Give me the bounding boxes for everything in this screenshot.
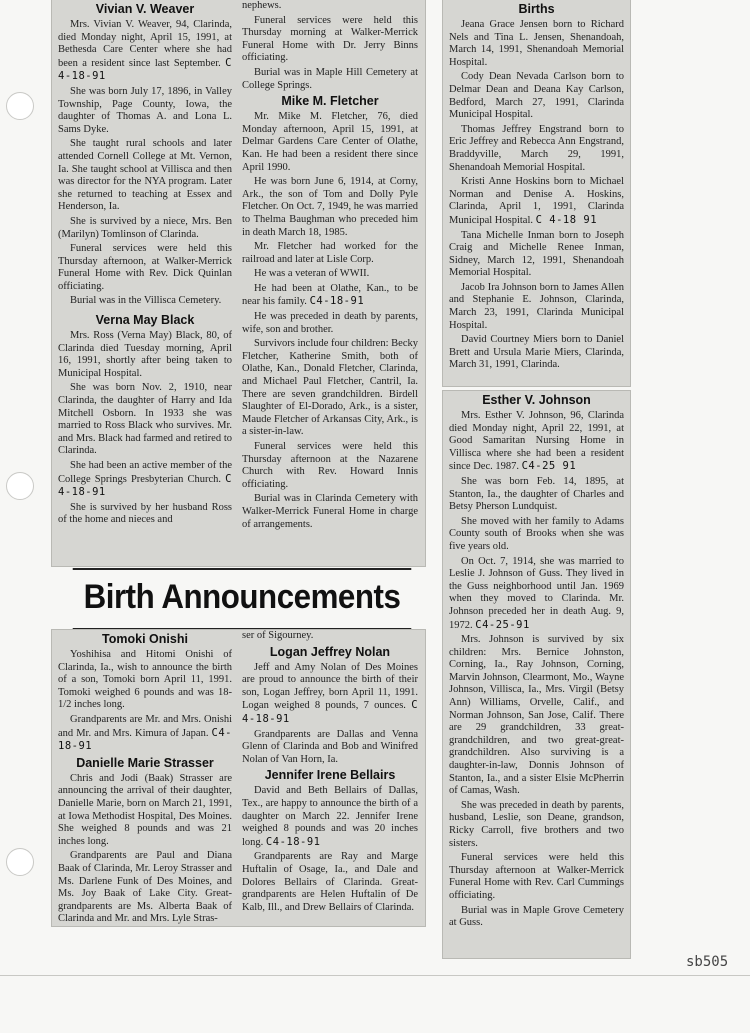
handwritten-date: C4-18-91 bbox=[265, 835, 321, 848]
handwritten-date: C 4-18-91 bbox=[58, 56, 232, 83]
page-reference: sb505 bbox=[686, 954, 729, 970]
announcement-paragraph: Yoshihisa and Hitomi Onishi of Clarinda, Ia., wish to announce the birth of a son, Tomoki born April 11, 1991. Tomoki weighed 6 pounds and was 18-1/2 inches long. bbox=[58, 649, 232, 711]
obituary-paragraph: nephews. bbox=[242, 0, 282, 11]
obituary-paragraph: Burial was in the Villisca Cemetery. bbox=[70, 295, 222, 307]
obituary-paragraph: She is survived by a niece, Mrs. Ben (Marilyn) Tomlinson of Clarinda. bbox=[58, 215, 232, 240]
announcements-column-left bbox=[58, 630, 232, 926]
birth-announcements-banner: Birth Announcements bbox=[73, 568, 412, 630]
obituary-paragraph: On Oct. 7, 1914, she was married to Leslie J. Johnson of Guss. They lived in the Guss neighborhood until Jan. 1969 when they moved to Clarinda. Mr. Johnson preceded her in death Aug. 9, 1972. C4-25-91 bbox=[449, 555, 624, 631]
announcement-title: Logan Jeffrey Nolan bbox=[269, 644, 391, 659]
obituary-paragraph: She was born Nov. 2, 1910, near Clarinda, the daughter of Harry and Ida Mitchell Osborn. In 1933 she was married to Ross Black who survives. Mr. and Mrs. Black had farmed and retired to Clarinda. bbox=[58, 382, 232, 457]
announcements-column-right bbox=[242, 630, 418, 916]
obituary-paragraph: Burial was in Maple Grove Cemetery at Guss. bbox=[449, 904, 624, 929]
handwritten-date: C4-18-91 bbox=[58, 726, 232, 753]
obituary-column-right bbox=[242, 0, 418, 533]
announcement-paragraph: Grandparents are Ray and Marge Huftalin of Osage, Ia., and Dale and Dolores Bellairs of Clarinda. Great-grandparents are Helen Huftalin of De Kalb, Ill., and Drew Bellairs of Clarinda. bbox=[242, 851, 418, 913]
obituary-clipping bbox=[52, 0, 425, 566]
birth-entry: Tana Michelle Inman born to Joseph Craig and Michelle Renee Inman, Sidney, March 12, 1991, Shenandoah Memorial Hospital. bbox=[449, 229, 624, 279]
obituary-paragraph: Mrs. Johnson is survived by six children: Mrs. Bernice Johnston, Corning, Ia., Ray Johnson, Corning, Marvin Johnson, Clearmont, Mo., Wayne Johnson, Villisca, Ia., Mrs. Virgil (Betsy Ann) Williams, Orvelle, Calif., and Norman Johnson, San Jose, Calif. There are 29 grandchildren, 33 great-grandchildren, and two great-great-grandchildren. Also surviving is a daughter-in-law, Donnis Johnson of Stanton, Ia., and a sister Elsie McPherrin of Camas, Wash. bbox=[449, 634, 624, 797]
birth-entry: Jacob Ira Johnson born to James Allen and Stephanie E. Johnson, Clarinda, March 23, 1991, Clarinda Municipal Hospital. bbox=[449, 281, 624, 331]
obituary-paragraph: Funeral services were held this Thursday afternoon, at Walker-Merrick Funeral Home with Rev. Dick Quinlan officiating. bbox=[58, 243, 232, 292]
obituary-paragraph: Mrs. Esther V. Johnson, 96, Clarinda died Monday night, April 22, 1991, at Good Samaritan Nursing Home in Villisca where she had been a resident since Dec. 1987. C4-25 91 bbox=[449, 410, 624, 473]
obituary-clipping bbox=[443, 391, 630, 958]
obituary-paragraph: Funeral services were held this Thursday afternoon at Walker-Merrick Funeral Home with Rev. Carl Cummings officiating. bbox=[449, 852, 624, 901]
obituary-title: Mike M. Fletcher bbox=[281, 94, 379, 109]
obituary-column-left bbox=[58, 0, 232, 529]
punch-hole bbox=[6, 472, 34, 500]
obituary-paragraph: He had been at Olathe, Kan., to be near his family. C4-18-91 bbox=[242, 282, 418, 308]
handwritten-date: C 4-18-91 bbox=[242, 699, 419, 725]
birth-entry: Kristi Anne Hoskins born to Michael Norman and Denise A. Hoskins, Clarinda, April 1, 1991, Clarinda Municipal Hospital. C 4-18 91 bbox=[449, 176, 624, 226]
birth-entry: Cody Dean Nevada Carlson born to Delmar Dean and Deana Kay Carlson, Bedford, March 27, 1991, Clarinda Municipal Hospital. bbox=[449, 71, 624, 121]
handwritten-date: C 4-18-91 bbox=[58, 472, 232, 499]
handwritten-date: C4-25-91 bbox=[475, 618, 530, 631]
births-clipping bbox=[443, 0, 630, 386]
obituary-title: Vivian V. Weaver bbox=[95, 2, 195, 16]
handwritten-date: C 4-18 91 bbox=[535, 213, 598, 226]
obituary-paragraph: Survivors include four children: Becky Fletcher, Katherine Smith, both of Olathe, Kan., Donald Fletcher, Clarinda, and Michael Paul Fletcher, Cantril, Ia. There are seven grandchildren. Birdell Slaughter of El-Dorado, Ark., is a sister, Maude Fletcher of Arkansas City, Ark., is a sister-in-law. bbox=[242, 338, 418, 438]
obituary-paragraph: She taught rural schools and later attended Cornell College at Mt. Vernon, Ia. She taught school at Villisca and then was director for the NYA program. Later she returned to teaching at Essex and Henderson, Ia. bbox=[58, 138, 232, 213]
obituary-paragraph: Mrs. Vivian V. Weaver, 94, Clarinda, died Monday night, April 15, 1991, at Bethesda Care Center where she had been a resident since last September. C 4-18-91 bbox=[58, 19, 232, 83]
obituary-paragraph: Mr. Fletcher had worked for the railroad and later at Lisle Corp. bbox=[242, 241, 418, 265]
announcement-paragraph: Grandparents are Dallas and Venna Glenn of Clarinda and Bob and Winifred Nolan of Van Horn, Ia. bbox=[242, 728, 418, 765]
births-column bbox=[449, 0, 624, 374]
obituary-paragraph: She is survived by her husband Ross of the home and nieces and bbox=[58, 501, 232, 526]
obituary-paragraph: Funeral services were held this Thursday morning at Walker-Merrick Funeral Home with Dr. Jerry Binns officiating. bbox=[242, 14, 418, 64]
birth-entry: Thomas Jeffrey Engstrand born to Eric Jeffrey and Rebecca Ann Engstrand, Braddyville, March 29, 1991, Shenandoah Memorial Hospital. bbox=[449, 123, 624, 173]
obituary-paragraph: He was born June 6, 1914, at Corny, Ark., the son of Tom and Dolly Pyle Fletcher. On Oct. 7, 1949, he was married to Thelma Baughman who preceded him in death March 18, 1985. bbox=[242, 176, 418, 238]
birth-entry: David Courtney Miers born to Daniel Brett and Ursula Marie Miers, Clarinda, March 31, 1991, Clarinda. bbox=[449, 334, 624, 371]
obituary-column bbox=[449, 391, 624, 932]
announcement-title: Tomoki Onishi bbox=[102, 632, 188, 646]
obituary-paragraph: He was preceded in death by parents, wife, son and brother. bbox=[242, 311, 418, 335]
announcement-paragraph: David and Beth Bellairs of Dallas, Tex., are happy to announce the birth of a daughter on March 22. Jennifer Irene weighed 8 pounds and was 20 inches long. C4-18-91 bbox=[242, 785, 418, 848]
obituary-paragraph: He was a veteran of WWII. bbox=[254, 268, 370, 280]
obituary-paragraph: Mr. Mike M. Fletcher, 76, died Monday afternoon, April 15, 1991, at Delmar Gardens Care Center of Olathe, Kan. He had been a resident there since April 1990. bbox=[242, 111, 418, 173]
birth-announcements-clipping bbox=[52, 630, 425, 926]
obituary-title: Verna May Black bbox=[95, 313, 195, 328]
obituary-title: Esther V. Johnson bbox=[482, 393, 591, 407]
announcement-paragraph: Jeff and Amy Nolan of Des Moines are proud to announce the birth of their son, Logan Jeffrey, born April 11, 1991. Logan weighed 8 pounds, 7 ounces. C 4-18-91 bbox=[242, 661, 419, 725]
obituary-paragraph: She had been an active member of the College Springs Presbyterian Church. C 4-18-91 bbox=[58, 460, 232, 499]
announcement-paragraph: Chris and Jodi (Baak) Strasser are announcing the arrival of their daughter, Danielle Marie, born on March 21, 1991, at Iowa Methodist Hospital, Des Moines. She weighed 8 pounds and was 21 inches long. bbox=[58, 772, 232, 847]
obituary-paragraph: She was born Feb. 14, 1895, at Stanton, Ia., the daughter of Charles and Betsy Pherson Lundquist. bbox=[449, 475, 624, 513]
page-edge bbox=[0, 975, 750, 976]
obituary-paragraph: Funeral services were held this Thursday afternoon at the Nazarene Church with Rev. Howard Innis officiating. bbox=[242, 441, 418, 490]
obituary-paragraph: Burial was in Maple Hill Cemetery at College Springs. bbox=[242, 66, 418, 91]
handwritten-date: C4-25 91 bbox=[521, 460, 577, 473]
handwritten-date: C4-18-91 bbox=[309, 295, 365, 308]
punch-hole bbox=[6, 848, 34, 876]
punch-hole bbox=[6, 92, 34, 120]
obituary-paragraph: She was preceded in death by parents, husband, Leslie, son Deane, grandson, Ricky Carroll, five brothers and two sisters. bbox=[449, 799, 624, 849]
obituary-paragraph: Burial was in Clarinda Cemetery with Walker-Merrick Funeral Home in charge of arrangements. bbox=[242, 493, 418, 530]
announcement-paragraph: Grandparents are Mr. and Mrs. Onishi and Mr. and Mrs. Kimura of Japan. C4-18-91 bbox=[58, 713, 232, 753]
obituary-paragraph: She was born July 17, 1896, in Valley Township, Page County, Iowa, the daughter of Thomas A. and Lona L. Sams Dyke. bbox=[58, 85, 232, 135]
birth-entry: Jeana Grace Jensen born to Richard Nels and Tina L. Jensen, Shenandoah, March 14, 1991, Shenandoah Memorial Hospital. bbox=[449, 19, 624, 68]
obituary-paragraph: Mrs. Ross (Verna May) Black, 80, of Clarinda died Tuesday morning, April 16, 1991, shortly after being taken to Municipal Hospital. bbox=[58, 330, 232, 379]
obituary-paragraph: She moved with her family to Adams County south of Brooks when she was five years old. bbox=[449, 515, 624, 552]
announcement-title: Danielle Marie Strasser bbox=[76, 755, 214, 770]
announcement-title: Jennifer Irene Bellairs bbox=[264, 768, 396, 783]
births-title: Births bbox=[518, 2, 555, 16]
announcement-paragraph: Grandparents are Paul and Diana Baak of Clarinda, Mr. Leroy Strasser and Ms. Darlene Funk of Des Moines, and Ms. Joy Baak of Lake City. Great-grandparents are Ms. Alberta Baak of Clarinda and Mr. and Mrs. Lyle Stras- bbox=[58, 850, 232, 925]
announcement-paragraph: ser of Sigourney. bbox=[242, 630, 314, 641]
